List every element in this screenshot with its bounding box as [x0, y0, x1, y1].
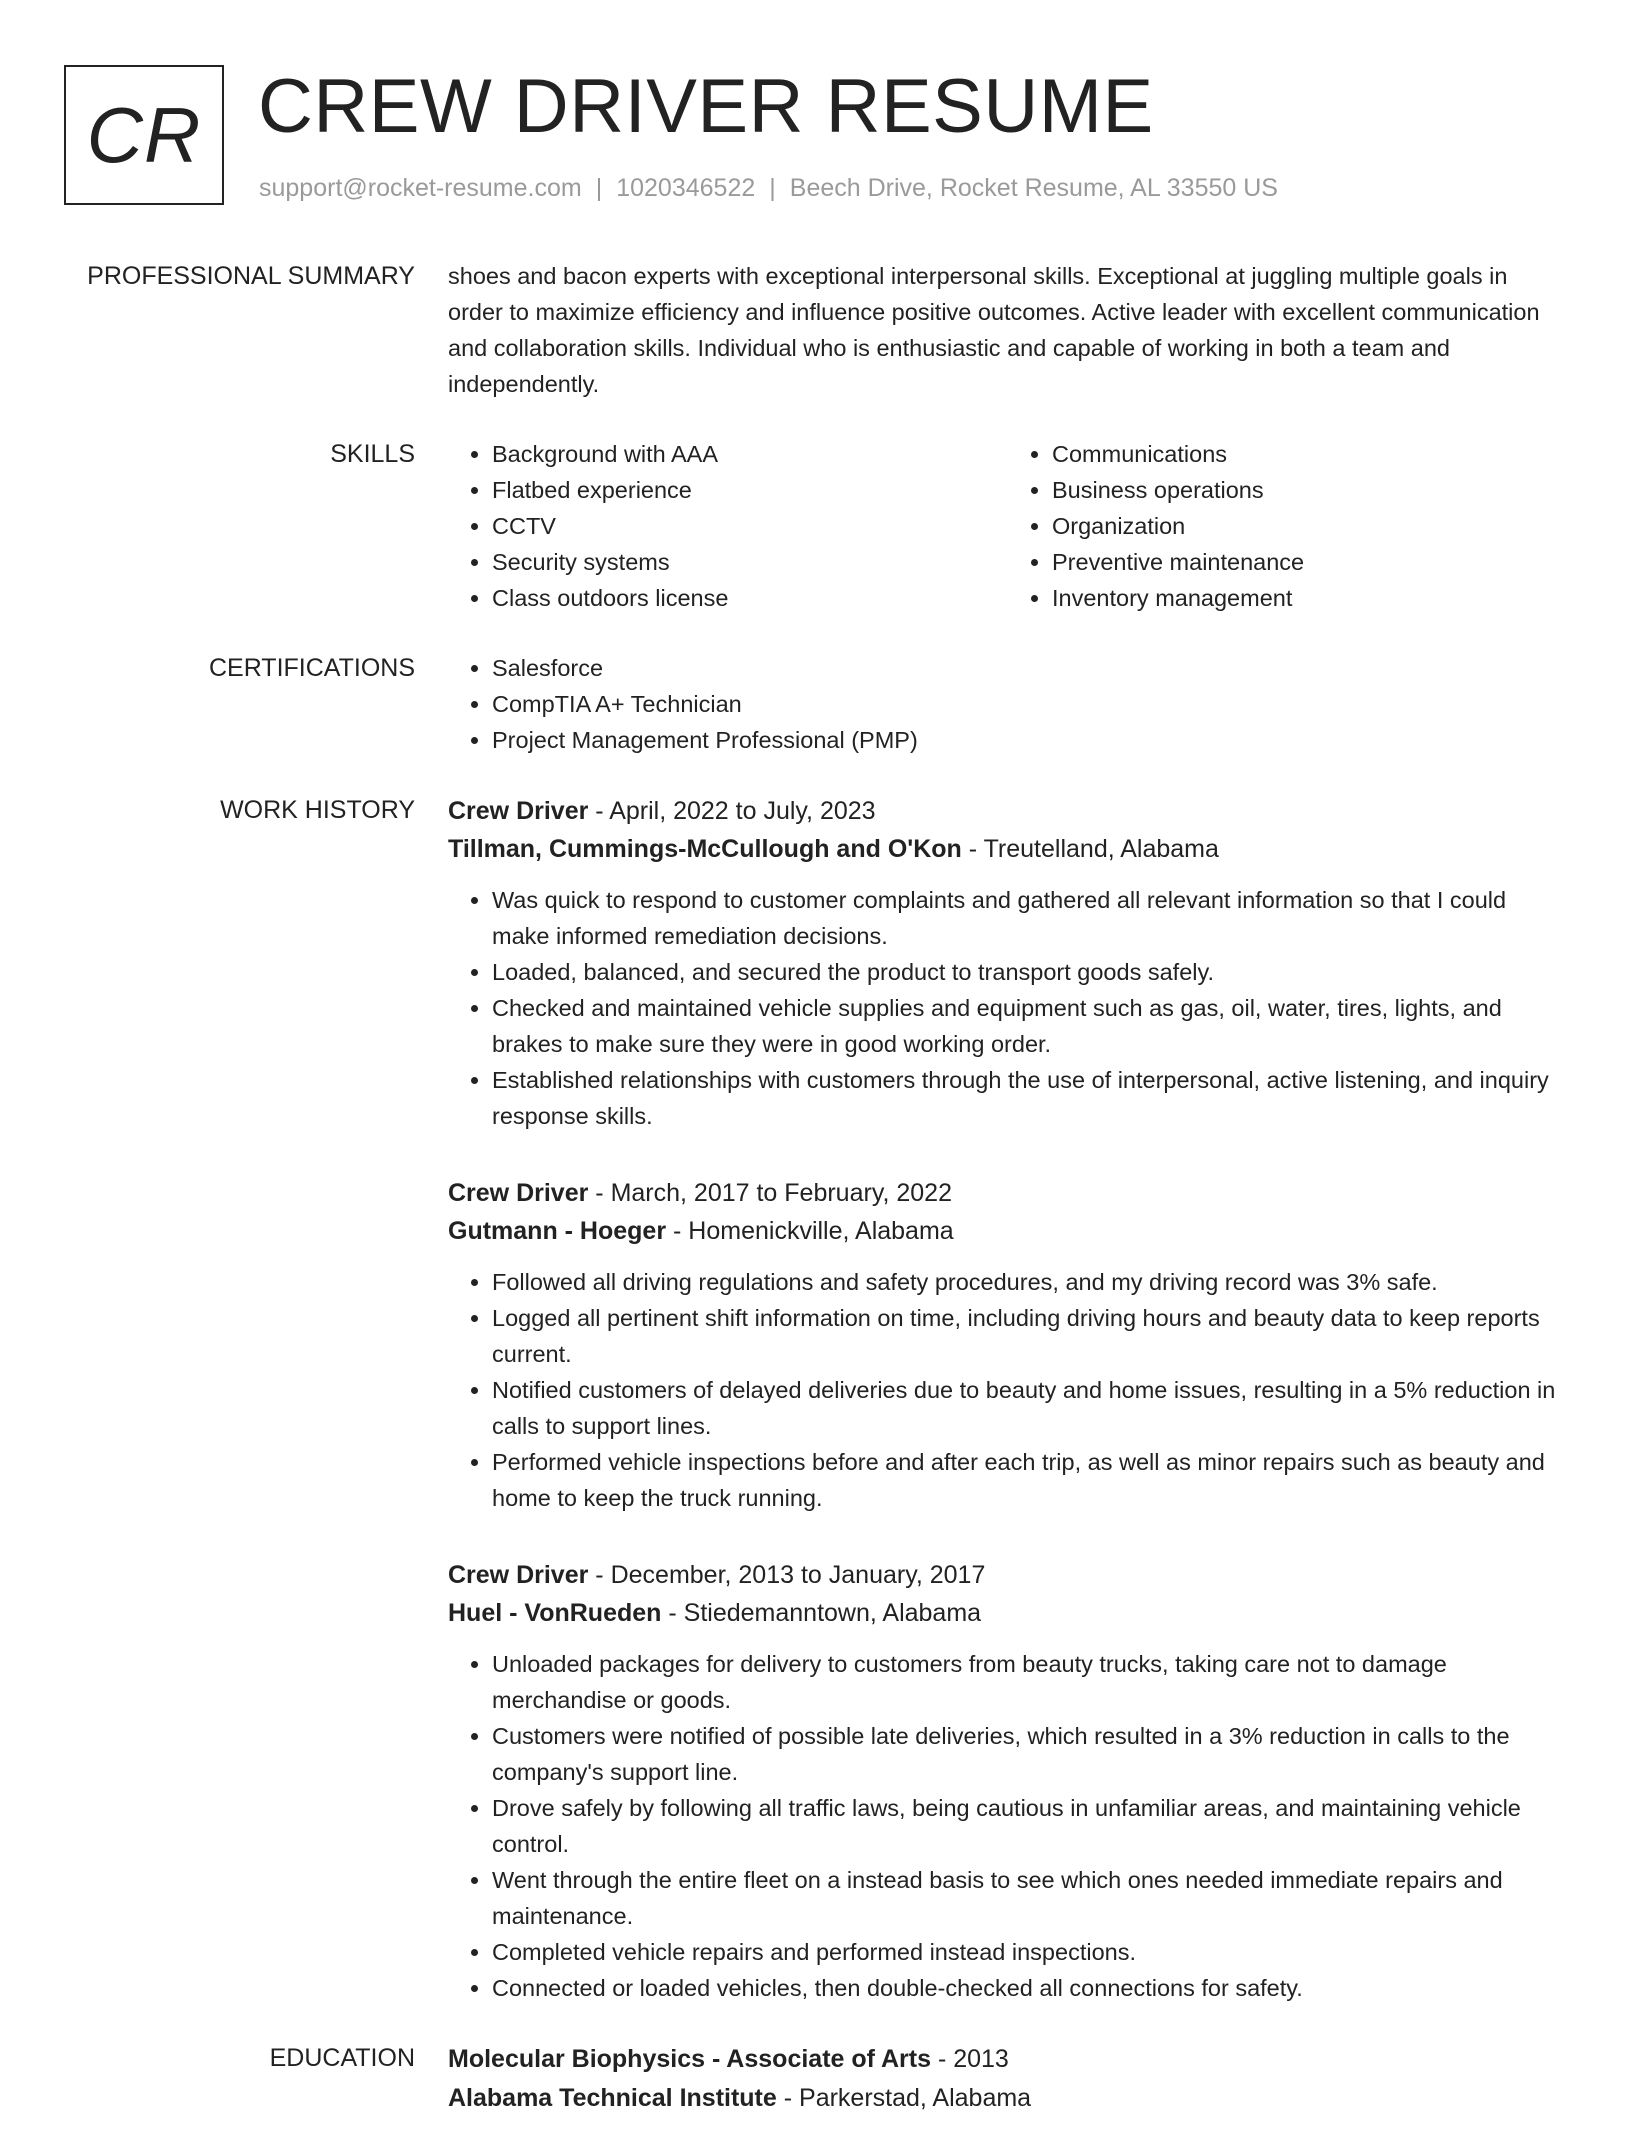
job-bullet: • Unloaded packages for delivery to customers from beauty trucks, taking care not to damage merchandise or goods. — [492, 1646, 1568, 1718]
job-company-line — [448, 1594, 1568, 1632]
job-bullet: • Went through the entire fleet on a instead basis to see which ones needed immediate repairs and maintenance. — [492, 1862, 1568, 1934]
section-work-history — [64, 792, 1568, 2006]
section-label-education: EDUCATION — [269, 2044, 415, 2072]
education-school: Alabama Technical Institute — [448, 2084, 777, 2112]
job-company-line — [448, 830, 1568, 868]
section-label-skills: SKILLS — [330, 440, 415, 468]
job-bullets — [448, 1264, 1568, 1516]
education-degree-line — [448, 2040, 1568, 2079]
job-location: - Homenickville, Alabama — [666, 1217, 954, 1245]
contact-line — [259, 174, 1278, 203]
job-bullets — [448, 882, 1568, 1134]
resume-header — [64, 65, 1568, 210]
job-bullet: • Established relationships with customers through the use of interpersonal, active listening, and inquiry response skills. — [492, 1062, 1568, 1134]
monogram-logo: CR — [64, 65, 224, 205]
job-bullet: • Followed all driving regulations and safety procedures, and my driving record was 3% safe. — [492, 1264, 1568, 1300]
job-bullet: • Performed vehicle inspections before and after each trip, as well as minor repairs such as beauty and home to keep the truck running. — [492, 1444, 1568, 1516]
section-label-certifications: CERTIFICATIONS — [208, 654, 415, 682]
education-school-line — [448, 2079, 1568, 2118]
job-dates: - April, 2022 to July, 2023 — [588, 797, 876, 825]
skill-item: • Security systems — [492, 544, 1008, 580]
job-company-line — [448, 1212, 1568, 1250]
job-title-line — [448, 1174, 1568, 1212]
job-bullet: • Connected or loaded vehicles, then double-checked all connections for safety. — [492, 1970, 1568, 2006]
job-company: Tillman, Cummings-McCullough and O'Kon — [448, 835, 962, 863]
contact-phone: 1020346522 — [616, 174, 756, 202]
skill-item: • Inventory management — [1052, 580, 1568, 616]
education-location: - Parkerstad, Alabama — [776, 2084, 1032, 2112]
skill-item: • Organization — [1052, 508, 1568, 544]
job-bullet: • Notified customers of delayed deliveries due to beauty and home issues, resulting in a 5% reduction in calls to support lines. — [492, 1372, 1568, 1444]
job-title: Crew Driver — [448, 797, 589, 825]
skill-item: • Business operations — [1052, 472, 1568, 508]
skills-list-right — [1008, 436, 1568, 616]
job-entry — [448, 1174, 1568, 1516]
job-bullet: • Completed vehicle repairs and performed instead inspections. — [492, 1934, 1568, 1970]
skill-item: • Preventive maintenance — [1052, 544, 1568, 580]
job-location: - Treutelland, Alabama — [961, 835, 1219, 863]
education-year: - 2013 — [931, 2045, 1009, 2073]
job-title-line — [448, 1556, 1568, 1594]
section-label-work: WORK HISTORY — [220, 796, 415, 824]
job-entry — [448, 1556, 1568, 2006]
education-degree: Molecular Biophysics - Associate of Arts — [448, 2045, 931, 2073]
job-dates: - March, 2017 to February, 2022 — [588, 1179, 952, 1207]
section-skills — [64, 436, 1568, 616]
job-bullet: • Checked and maintained vehicle supplies and equipment such as gas, oil, water, tires, lights, and brakes to make sure they were in good working order. — [492, 990, 1568, 1062]
section-education — [64, 2040, 1568, 2118]
skill-item: • CCTV — [492, 508, 1008, 544]
job-company: Huel - VonRueden — [448, 1599, 662, 1627]
job-bullet: • Was quick to respond to customer complaints and gathered all relevant information so that I could make informed remediation decisions. — [492, 882, 1568, 954]
contact-email: support@rocket-resume.com — [259, 174, 582, 202]
certification-item: • CompTIA A+ Technician — [492, 686, 1568, 722]
job-bullet: • Drove safely by following all traffic laws, being cautious in unfamiliar areas, and maintaining vehicle control. — [492, 1790, 1568, 1862]
skill-item: • Flatbed experience — [492, 472, 1008, 508]
skill-item: • Class outdoors license — [492, 580, 1008, 616]
job-bullet: • Loaded, balanced, and secured the product to transport goods safely. — [492, 954, 1568, 990]
job-bullet: • Customers were notified of possible late deliveries, which resulted in a 3% reduction in calls to the company's support line. — [492, 1718, 1568, 1790]
summary-text: shoes and bacon experts with exceptional interpersonal skills. Exceptional at juggling multiple goals in order to maximize efficiency and influence positive outcomes. Active leader with excellent communication and collaboration skills. Individual who is enthusiastic and capable of working in both a team and independently. — [448, 263, 1540, 397]
section-certifications — [64, 650, 1568, 758]
skills-list-left — [448, 436, 1008, 616]
job-title: Crew Driver — [448, 1561, 589, 1589]
certifications-list — [448, 650, 1568, 758]
certification-item: • Salesforce — [492, 650, 1568, 686]
skill-item: • Background with AAA — [492, 436, 1008, 472]
certification-item: • Project Management Professional (PMP) — [492, 722, 1568, 758]
job-company: Gutmann - Hoeger — [448, 1217, 667, 1245]
job-bullets — [448, 1646, 1568, 2006]
job-bullet: • Logged all pertinent shift information on time, including driving hours and beauty data to keep reports current. — [492, 1300, 1568, 1372]
job-location: - Stiedemanntown, Alabama — [661, 1599, 982, 1627]
section-label-summary: PROFESSIONAL SUMMARY — [87, 262, 415, 290]
job-title-line — [448, 792, 1568, 830]
skill-item: • Communications — [1052, 436, 1568, 472]
job-title: Crew Driver — [448, 1179, 589, 1207]
job-entry — [448, 792, 1568, 1134]
contact-separator: | — [595, 174, 603, 202]
job-dates: - December, 2013 to January, 2017 — [588, 1561, 986, 1589]
contact-address: Beech Drive, Rocket Resume, AL 33550 US — [789, 174, 1278, 202]
section-summary — [64, 258, 1568, 402]
resume-title: CREW DRIVER RESUME — [258, 64, 1154, 149]
resume-content — [64, 258, 1568, 2152]
contact-separator: | — [769, 174, 776, 202]
